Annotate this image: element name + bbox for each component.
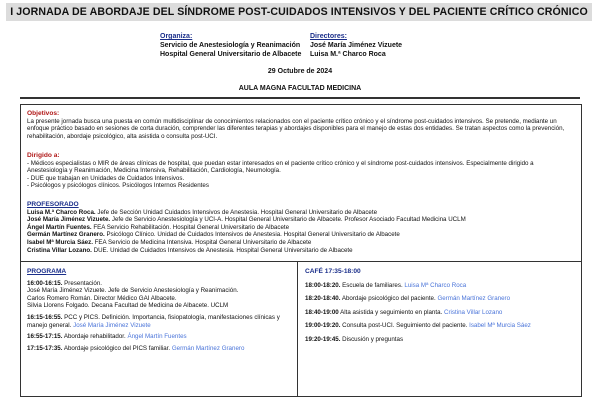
programa-extra: Silvia Llorens Folgado. Decana Facultad de Medicina de Albacete. UCLM — [27, 302, 229, 310]
profesor-item — [27, 239, 575, 247]
cafe-time: 18:40-19:00 — [305, 308, 339, 316]
cafe-speaker: Luisa Mª Charco Roca — [404, 281, 467, 289]
programa-speaker: Germán Martínez Granero — [171, 344, 245, 352]
programa-text: PCC y PICS. Definición. Importancia, fisiopatología, manifestaciones clínicas y manejo general. — [27, 313, 280, 329]
profesor-item — [27, 209, 575, 217]
programa-time: 16:15-16:55. — [27, 313, 63, 321]
organiza-line: Hospital General Universitario de Albacete — [160, 51, 302, 58]
organiza-block — [160, 32, 301, 59]
programa-item — [27, 333, 289, 341]
cafe-speaker: Cristina Villar Lozano — [443, 308, 503, 316]
divider — [20, 97, 580, 99]
cafe-text: Abordaje psicológico del paciente. — [340, 295, 436, 303]
programa-text: Presentación. — [62, 279, 102, 287]
profesor-name: José María Jiménez Vizuete. — [27, 216, 111, 224]
cafe-label: CAFÉ 17:35-18:00 — [305, 268, 361, 275]
profesor-name: Isabel Mª Murcia Sáez. — [27, 238, 93, 246]
cafe-speaker: Germán Martínez Granero — [437, 295, 511, 303]
section-divider — [21, 261, 581, 262]
profesor-desc: Psicólogo Clínico. Unidad de Cuidados Intensivos de Anestesia. Hospital General Universitario de Albacete — [104, 231, 400, 239]
column-divider — [297, 262, 298, 396]
cafe-time: 18:20-18:40. — [305, 295, 341, 303]
cafe-time: 19:00-19:20. — [305, 322, 341, 330]
dirigido-label: Dirigido a: — [27, 152, 60, 159]
cafe-column — [305, 268, 575, 348]
objetivos-section — [27, 110, 575, 140]
programa-speaker: Ángel Martín Fuentes — [127, 333, 187, 341]
profesor-name: Germán Martínez Granero. — [27, 231, 105, 239]
profesor-item — [27, 231, 575, 239]
cafe-item — [305, 322, 575, 330]
profesorado-section — [27, 201, 575, 254]
programa-item — [27, 280, 289, 310]
content-box — [20, 104, 582, 397]
profesorado-label: PROFESORADO — [27, 201, 79, 208]
organiza-line: Servicio de Anestesiología y Reanimación — [160, 42, 301, 49]
profesor-name: Luisa M.ª Charco Roca. — [27, 208, 96, 216]
cafe-item — [305, 282, 575, 290]
profesor-desc: FEA Servicio de Medicina Intensiva. Hospital General Universitario de Albacete — [92, 238, 312, 246]
cafe-item — [305, 336, 575, 344]
dirigido-line: - DUE que trabajan en Unidades de Cuidados Intensivos. — [27, 174, 185, 182]
cafe-text: Discusión y preguntas — [340, 335, 404, 343]
cafe-text: Alta asistida y seguimiento en planta. — [338, 308, 443, 316]
programa-time: 16:55-17:15. — [27, 333, 63, 341]
profesor-desc: Jefe de Sección Unidad Cuidados Intensivos de Anestesia. Hospital General Universitario de Albacete — [95, 208, 378, 216]
objetivos-label: Objetivos: — [27, 110, 60, 117]
profesor-name: Ángel Martín Fuentes. — [27, 223, 92, 231]
programa-text: Abordaje psicológico del PICS familiar. — [62, 344, 171, 352]
profesor-name: Cristina Villar Lozano. — [27, 246, 92, 254]
director-name: José María Jiménez Vizuete — [310, 42, 403, 49]
page-title: I JORNADA DE ABORDAJE DEL SÍNDROME POST-CUIDADOS INTENSIVOS Y DEL PACIENTE CRÍTICO CRÓNICO — [6, 3, 592, 21]
profesor-item — [27, 247, 575, 255]
programa-speaker: José María Jiménez Vizuete — [73, 321, 151, 329]
event-date: 29 Octubre de 2024 — [267, 68, 333, 75]
programa-time: 17:15-17:35. — [27, 344, 63, 352]
directores-block — [310, 32, 402, 59]
programa-column — [27, 268, 289, 356]
organiza-label: Organiza: — [160, 33, 193, 40]
programa-extra: José María Jiménez Vizuete. Jefe de Servicio Anestesiología y Reanimación. — [27, 287, 239, 295]
dirigido-line: - Médicos especialistas o MIR de áreas clínicas de hospital, que puedan estar interesados en el paciente crítico crónico y el síndrome post-cuidados intensivos. Especialmente dirigido a Anestesiología y Reanimación, Medicina Intensiva, Rehabilitación, Cardiología, Neumología. — [27, 159, 534, 175]
directores-label: Directores: — [310, 33, 347, 40]
programa-time: 16:00-16:15. — [27, 279, 63, 287]
dirigido-section — [27, 152, 575, 190]
profesor-item — [27, 224, 575, 232]
programa-extra: Carlos Romero Román. Director Médico GAI Albacete. — [27, 294, 177, 302]
director-name: Luisa M.ª Charco Roca — [310, 51, 386, 58]
dirigido-line: - Psicólogos y psicólogos clínicos. Psicólogos Internos Residentes — [27, 182, 209, 190]
event-place: AULA MAGNA FACULTAD MEDICINA — [238, 85, 362, 92]
profesor-item — [27, 216, 575, 224]
cafe-item — [305, 309, 575, 317]
programa-text: Abordaje rehabilitador. — [62, 333, 126, 341]
cafe-text: Consulta post-UCI. Seguimiento del paciente. — [340, 322, 468, 330]
cafe-speaker: Isabel Mª Murcia Sáez — [469, 322, 531, 330]
programa-item — [27, 314, 289, 329]
profesor-desc: Jefe de Servicio Anestesiología y UCI-A. Hospital General Universitario de Albacete. Profesor Asociado Facultad Medicina UCLM — [110, 216, 466, 224]
cafe-time: 18:00-18:20. — [305, 281, 341, 289]
cafe-time: 19:20-19:45. — [305, 335, 341, 343]
cafe-text: Escuela de familiares. — [340, 281, 403, 289]
cafe-item — [305, 295, 575, 303]
objetivos-text: La presente jornada busca una puesta en común multidisciplinar de conocimientos relacionados con el paciente crítico crónico y el síndrome post-cuidados intensivos. Se pretende, mediante un enfoque práctico basado en sesiones de corta duración, comprender las diferentes terapias y abordajes disponibles para el manejo de estas dos entidades. Se tratan aspectos como la prevención, rehabilitación, abordaje psicológico, alta asistida o consulta post-UCI. — [27, 117, 565, 140]
profesor-desc: FEA Servicio Rehabilitación. Hospital General Universitario de Albacete — [91, 223, 290, 231]
programa-label: PROGRAMA — [27, 268, 67, 275]
programa-item — [27, 345, 289, 353]
profesor-desc: DUE. Unidad de Cuidados Intensivos de Anestesia. Hospital General Universitario de Albacete — [91, 246, 353, 254]
